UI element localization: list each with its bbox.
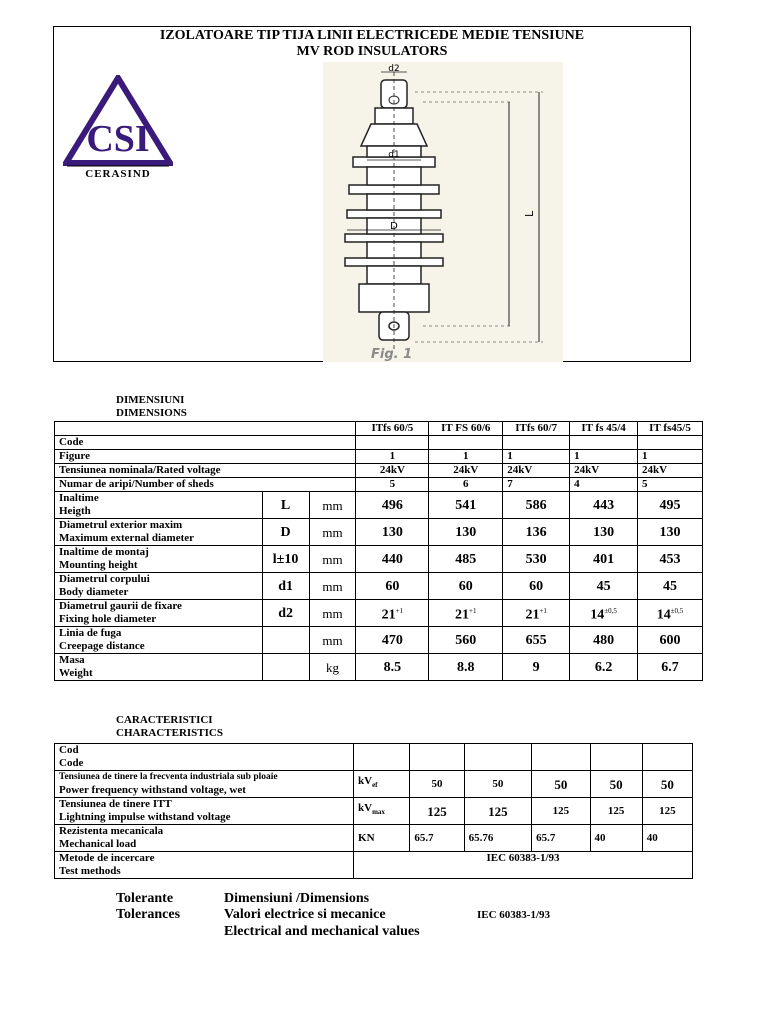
char-value: 65.76 xyxy=(464,825,532,852)
dim-value-text: 21 xyxy=(381,607,396,623)
dim-value xyxy=(570,627,638,654)
dim-D-label: D xyxy=(390,221,398,232)
logo-text: CSI xyxy=(86,118,150,160)
char-row-label-en: Power frequency withstand voltage, wet xyxy=(59,784,246,796)
dim-symbol-empty xyxy=(262,654,309,681)
dim-row-label-ro: Inaltime de montaj xyxy=(59,546,149,558)
dim-unit: mm xyxy=(309,573,356,600)
dim-value-text: 440 xyxy=(381,551,403,567)
dim-row xyxy=(55,546,703,573)
dim-value-text: 495 xyxy=(659,497,681,513)
tolerances-label-en: Tolerances xyxy=(116,907,181,922)
dim-row xyxy=(55,492,703,519)
dim-value-text: 485 xyxy=(455,551,477,567)
char-value: 65.7 xyxy=(410,825,464,852)
char-row xyxy=(55,798,693,825)
char-value xyxy=(642,744,692,771)
dim-value-text: 470 xyxy=(381,632,403,648)
char-value: 125 xyxy=(642,798,692,825)
dim-row-label-en: Body diameter xyxy=(59,586,129,598)
dim-row-label-ro: Linia de fuga xyxy=(59,627,122,639)
dim-value xyxy=(503,492,570,519)
tolerances-elec-ro: Valori electrice si mecanice xyxy=(224,907,386,922)
char-row xyxy=(55,744,693,771)
dim-row-label: Figure xyxy=(55,450,356,464)
dim-value xyxy=(429,546,503,573)
dim-cell: 24kV xyxy=(503,464,570,478)
dim-value xyxy=(638,627,703,654)
tolerances-label-ro: Tolerante xyxy=(116,891,174,906)
characteristics-table xyxy=(54,743,693,879)
char-value: 125 xyxy=(464,798,532,825)
dim-cell: 1 xyxy=(503,450,570,464)
dim-row-label xyxy=(55,627,263,654)
dim-tolerance: +1 xyxy=(469,606,477,615)
char-row-label-en: Mechanical load xyxy=(59,838,137,850)
characteristics-heading xyxy=(116,714,223,740)
dim-value xyxy=(570,654,638,681)
dim-row-label xyxy=(55,600,263,627)
dim-row-label xyxy=(55,492,263,519)
dim-unit: mm xyxy=(309,546,356,573)
dim-cell: 1 xyxy=(429,450,503,464)
dim-value-text: 600 xyxy=(659,632,681,648)
char-unit-text: KN xyxy=(358,831,375,844)
model-header: IT fs45/5 xyxy=(638,422,703,436)
dim-value-text: 560 xyxy=(455,632,477,648)
model-header: IT fs 45/4 xyxy=(570,422,638,436)
dim-cell xyxy=(356,436,429,450)
test-methods-label-en: Test methods xyxy=(59,865,121,877)
char-value: 125 xyxy=(590,798,642,825)
dimensions-table xyxy=(54,421,703,681)
model-header: ITfs 60/5 xyxy=(356,422,429,436)
dim-value xyxy=(429,573,503,600)
dim-value-text: 586 xyxy=(525,497,547,513)
char-row-label xyxy=(55,771,354,798)
dim-cell xyxy=(503,436,570,450)
char-value xyxy=(590,744,642,771)
insulator-figure xyxy=(323,62,563,362)
figure-label: Fig. 1 xyxy=(371,347,413,362)
dim-value-text: 130 xyxy=(455,524,477,540)
dim-row-label-ro: Diametrul gaurii de fixare xyxy=(59,600,182,612)
dim-cell xyxy=(429,436,503,450)
dim-row-label-en: Mounting height xyxy=(59,559,138,571)
dim-value xyxy=(638,546,703,573)
dim-L-label: L xyxy=(523,210,536,217)
dim-row-label: Tensiunea nominala/Rated voltage xyxy=(55,464,356,478)
dim-symbol: L xyxy=(262,492,309,519)
dim-value xyxy=(638,600,703,627)
dim-row-label-en: Fixing hole diameter xyxy=(59,613,157,625)
dim-symbol: d1 xyxy=(262,573,309,600)
dim-cell: 1 xyxy=(638,450,703,464)
dim-value-text: 14 xyxy=(656,607,671,623)
char-value: 50 xyxy=(590,771,642,798)
dim-tolerance: ±0,5 xyxy=(604,606,617,615)
dim-row xyxy=(55,600,703,627)
dim-tolerance: ±0,5 xyxy=(670,606,684,615)
dim-symbol: l±10 xyxy=(262,546,309,573)
dim-d1-label: d1 xyxy=(388,150,400,160)
char-value xyxy=(532,744,590,771)
test-methods-label xyxy=(55,852,354,879)
char-unit-sub: max xyxy=(372,808,385,817)
dim-row-label xyxy=(55,546,263,573)
dim-value xyxy=(356,627,429,654)
char-value: 40 xyxy=(590,825,642,852)
characteristics-heading-en: CHARACTERISTICS xyxy=(116,727,223,739)
char-unit xyxy=(354,771,410,798)
dim-symbol-empty xyxy=(262,627,309,654)
dim-value-text: 130 xyxy=(381,524,403,540)
dim-value-text: 45 xyxy=(663,578,678,594)
dim-symbol: d2 xyxy=(262,600,309,627)
dim-row-label: Numar de aripi/Number of sheds xyxy=(55,478,356,492)
char-row-label-en: Lightning impulse withstand voltage xyxy=(59,811,231,823)
model-header: ITfs 60/7 xyxy=(503,422,570,436)
dim-value-text: 480 xyxy=(593,632,615,648)
dim-value xyxy=(570,600,638,627)
dim-value xyxy=(638,519,703,546)
char-value: 65.7 xyxy=(532,825,590,852)
dim-cell: 24kV xyxy=(638,464,703,478)
dim-value xyxy=(356,654,429,681)
char-row-label xyxy=(55,798,354,825)
char-value: 50 xyxy=(464,771,532,798)
char-value xyxy=(410,744,464,771)
dim-row-label-ro: Diametrul exterior maxim xyxy=(59,519,183,531)
dim-cell: 24kV xyxy=(429,464,503,478)
dim-value xyxy=(503,519,570,546)
dim-unit: kg xyxy=(309,654,356,681)
char-row-label-en: Code xyxy=(59,757,84,769)
dim-value xyxy=(356,600,429,627)
char-unit xyxy=(354,744,410,771)
dim-value xyxy=(356,573,429,600)
char-value: 125 xyxy=(532,798,590,825)
dim-value-text: 401 xyxy=(593,551,615,567)
char-value: 50 xyxy=(642,771,692,798)
dim-simple-row xyxy=(55,436,703,450)
dim-row xyxy=(55,627,703,654)
dim-row-label: Code xyxy=(55,436,356,450)
dim-row-label-ro: Inaltime xyxy=(59,492,99,504)
dim-value-text: 6.2 xyxy=(594,659,613,675)
page-subtitle: MV ROD INSULATORS xyxy=(296,44,448,59)
dim-value xyxy=(429,492,503,519)
dimensions-heading xyxy=(116,394,187,420)
dim-cell: 24kV xyxy=(356,464,429,478)
dim-row-label-ro: Masa xyxy=(59,654,85,666)
dim-tolerance: +1 xyxy=(395,606,404,615)
dim-cell: 1 xyxy=(570,450,638,464)
dim-value xyxy=(503,654,570,681)
dim-value-text: 14 xyxy=(590,607,605,623)
dim-value xyxy=(429,654,503,681)
char-row-label-ro: Cod xyxy=(59,744,79,756)
dim-value-text: 60 xyxy=(458,578,473,594)
dim-value xyxy=(638,492,703,519)
dim-value xyxy=(356,492,429,519)
dim-value xyxy=(570,546,638,573)
dim-cell: 5 xyxy=(356,478,429,492)
dim-value xyxy=(356,546,429,573)
dim-cell: 6 xyxy=(429,478,503,492)
char-row-label xyxy=(55,825,354,852)
dim-row xyxy=(55,519,703,546)
dim-value-text: 130 xyxy=(659,524,681,540)
dim-value xyxy=(503,546,570,573)
char-unit-sub: ef xyxy=(372,781,378,790)
dim-cell: 4 xyxy=(570,478,638,492)
dimensions-heading-en: DIMENSIONS xyxy=(116,407,187,419)
char-unit-text: kV xyxy=(358,802,373,815)
dim-value-text: 8.8 xyxy=(457,659,475,675)
dim-value xyxy=(638,573,703,600)
dim-value-text: 541 xyxy=(455,497,477,513)
dim-simple-row xyxy=(55,450,703,464)
tolerances-elec-en: Electrical and mechanical values xyxy=(224,924,420,939)
char-row-label-ro: Tensiunea de tinere ITT xyxy=(59,798,172,810)
dim-value-text: 8.5 xyxy=(383,659,402,675)
dim-cell xyxy=(638,436,703,450)
dim-value-text: 45 xyxy=(596,578,611,594)
dim-value xyxy=(570,492,638,519)
char-unit-text: kV xyxy=(358,775,373,788)
dim-row-label xyxy=(55,573,263,600)
dim-value-text: 60 xyxy=(385,578,400,594)
dim-unit: mm xyxy=(309,600,356,627)
dim-unit: mm xyxy=(309,519,356,546)
dim-value-text: 60 xyxy=(529,578,544,594)
dim-value xyxy=(570,519,638,546)
dim-value-text: 530 xyxy=(525,551,547,567)
dim-row-label-en: Weight xyxy=(59,667,93,679)
dimensions-heading-ro: DIMENSIUNI xyxy=(116,394,185,406)
dim-value-text: 130 xyxy=(593,524,615,540)
dim-value xyxy=(429,600,503,627)
dim-cell: 24kV xyxy=(570,464,638,478)
dim-value-text: 496 xyxy=(381,497,403,513)
dim-symbol: D xyxy=(262,519,309,546)
dim-cell: 5 xyxy=(638,478,703,492)
test-methods-row xyxy=(55,852,693,879)
dim-simple-row xyxy=(55,478,703,492)
char-value: 40 xyxy=(642,825,692,852)
tolerances-standard: IEC 60383-1/93 xyxy=(477,909,551,921)
logo-caption: CERASIND xyxy=(85,168,151,180)
dim-value xyxy=(638,654,703,681)
dim-value-text: 9 xyxy=(532,659,540,675)
test-methods-value: IEC 60383-1/93 xyxy=(354,852,693,879)
dim-cell: 1 xyxy=(356,450,429,464)
dim-header-blank xyxy=(55,422,356,436)
char-value: 50 xyxy=(410,771,464,798)
dim-value xyxy=(570,573,638,600)
dim-value xyxy=(503,600,570,627)
char-row xyxy=(55,825,693,852)
dim-d2-label: d2 xyxy=(388,64,400,74)
dim-value-text: 443 xyxy=(593,497,615,513)
dim-value-text: 453 xyxy=(659,551,681,567)
dim-row-label xyxy=(55,654,263,681)
dim-row xyxy=(55,654,703,681)
char-unit xyxy=(354,798,410,825)
dim-value xyxy=(429,519,503,546)
dim-value xyxy=(503,573,570,600)
char-row-label-ro: Rezistenta mecanicala xyxy=(59,825,164,837)
dim-simple-row xyxy=(55,464,703,478)
char-row-label xyxy=(55,744,354,771)
dim-value-text: 21 xyxy=(525,607,540,623)
dim-row-label-en: Creepage distance xyxy=(59,640,145,652)
dim-value-text: 6.7 xyxy=(661,659,679,675)
char-value xyxy=(464,744,532,771)
dim-value-text: 21 xyxy=(455,607,470,623)
char-row xyxy=(55,771,693,798)
dim-row-label xyxy=(55,519,263,546)
char-value: 125 xyxy=(410,798,464,825)
dim-tolerance: +1 xyxy=(539,606,547,615)
dim-cell xyxy=(570,436,638,450)
char-unit xyxy=(354,825,410,852)
dim-row xyxy=(55,573,703,600)
dim-header-row xyxy=(55,422,703,436)
dim-unit: mm xyxy=(309,627,356,654)
dim-value xyxy=(356,519,429,546)
cerasind-logo xyxy=(63,75,173,180)
dim-value-text: 655 xyxy=(525,632,547,648)
dim-unit: mm xyxy=(309,492,356,519)
page-title: IZOLATOARE TIP TIJA LINII ELECTRICEDE MEDIE TENSIUNE xyxy=(159,28,585,43)
dim-value-text: 136 xyxy=(525,524,547,540)
dim-row-label-en: Maximum external diameter xyxy=(59,532,195,544)
char-row-label-ro: Tensiunea de tinere la frecventa industriala sub ploaie xyxy=(59,772,278,782)
characteristics-heading-ro: CARACTERISTICI xyxy=(116,714,213,726)
dim-cell: 7 xyxy=(503,478,570,492)
dim-value xyxy=(503,627,570,654)
char-value: 50 xyxy=(532,771,590,798)
model-header: IT FS 60/6 xyxy=(429,422,503,436)
dim-row-label-en: Heigth xyxy=(59,505,91,517)
dim-row-label-ro: Diametrul corpului xyxy=(59,573,150,585)
dim-value xyxy=(429,627,503,654)
tolerances-dims: Dimensiuni /Dimensions xyxy=(224,891,370,906)
test-methods-label-ro: Metode de incercare xyxy=(59,852,155,864)
